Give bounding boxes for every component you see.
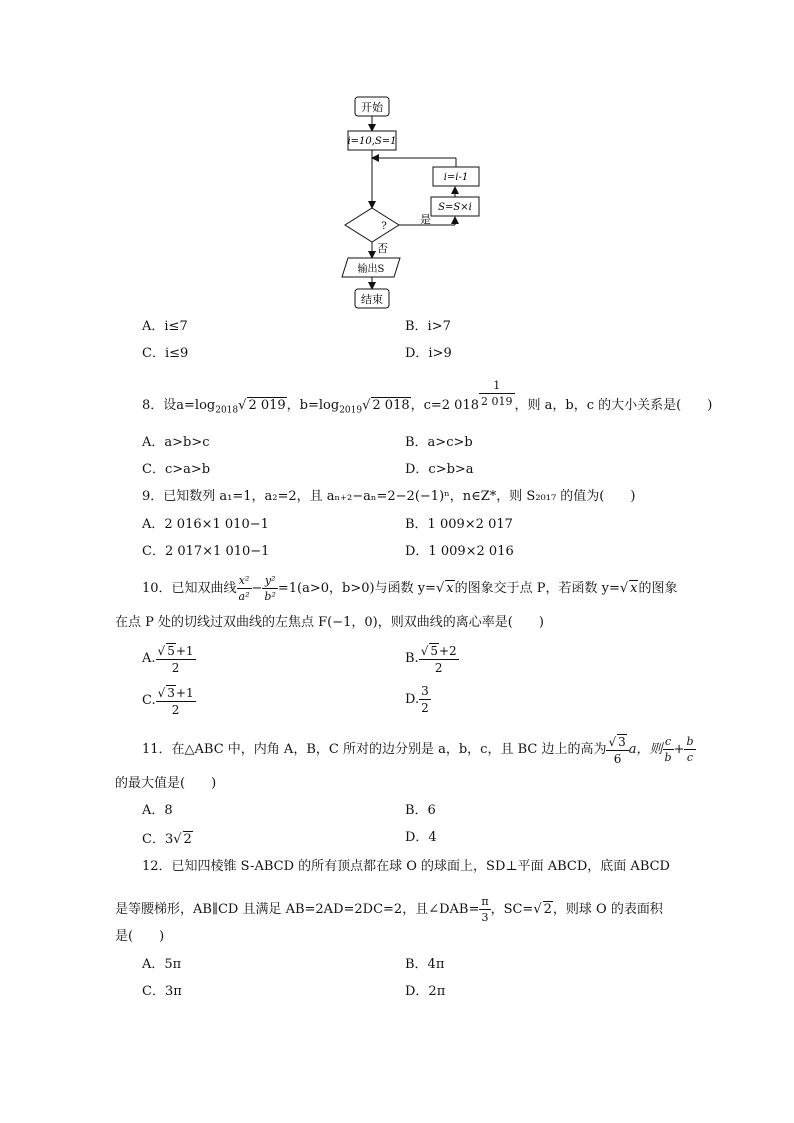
q7-option-b: B．i>7 bbox=[405, 319, 451, 334]
q10-option-d: D. $\frac{3}{2}$ bbox=[405, 684, 429, 715]
q9-option-b: B．1 009×2 017 bbox=[405, 517, 513, 532]
q8-option-b: B．a>c>b bbox=[405, 435, 473, 450]
q7-option-c: C．i≤9 bbox=[142, 346, 189, 361]
q8-option-a: A．a>b>c bbox=[142, 435, 210, 450]
decision-label: ? bbox=[381, 221, 387, 232]
q12-stem-line2: 是等腰梯形，AB∥CD 且满足 AB=2AD=2DC=2，且∠DAB= $\frac{\pi}{3}$ ，SC=√ 2，则球 O 的表面积 bbox=[115, 895, 663, 924]
q12-option-a: A．5π bbox=[142, 957, 182, 972]
q10-stem-line1: 10．已知双曲线 $\frac{\text{x²}}{\text{a²}}$ − $\frac{\text{y²}}{\text{b²}}$ =1(a>0，b>0)与函数 y=√ x的图象交于点 P，若函数 y=√ x的图象 bbox=[142, 574, 678, 603]
q7-option-a: A．i≤7 bbox=[142, 319, 188, 334]
q11-stem-line1: 11．在△ABC 中，内角 A，B，C 所对的边分别是 a，b，c，且 BC 边上的高为 $\frac{√ 3}{6}$ a，则 $\frac{c}{b}$ + $\frac{b}{c}$ bbox=[142, 735, 694, 766]
decision-diamond bbox=[345, 208, 399, 242]
q11-option-a: A．8 bbox=[142, 803, 173, 818]
q10-option-b: B. $\frac{√ 5+2}{2}$ bbox=[405, 644, 457, 675]
q8-stem: 8．设$a=\log_{2018}√$ 2 019，$b=\log_{2019}√$ 2 018，c=2 018 $\frac{1}{2 019}$ ，则 a，b，c 的大小关系是( ) bbox=[142, 379, 713, 416]
q11-option-d: D．4 bbox=[405, 830, 437, 845]
q9-option-d: D．1 009×2 016 bbox=[405, 544, 514, 559]
init-label: i=10,S=1 bbox=[347, 136, 397, 147]
q12-stem-line1: 12．已知四棱锥 S-ABCD 的所有顶点都在球 O 的球面上，SD⊥平面 ABCD，底面 ABCD bbox=[142, 859, 670, 874]
q10-option-a: A. $\frac{√ 5+1}{2}$ bbox=[142, 644, 194, 675]
no-label: 否 bbox=[377, 242, 388, 255]
flowchart bbox=[0, 0, 794, 320]
mult-label: S=S×i bbox=[438, 202, 472, 213]
q10-stem-line2: 在点 P 处的切线过双曲线的左焦点 F(−1，0)，则双曲线的离心率是( ) bbox=[115, 615, 544, 630]
q9-stem: 9．已知数列 a₁=1，a₂=2，且 aₙ₊₂−aₙ=2−2(−1)ⁿ，n∈Z*，则 S₂₀₁₇ 的值为( ) bbox=[142, 489, 636, 504]
q7-option-d: D．i>9 bbox=[405, 346, 452, 361]
q11-option-b: B．6 bbox=[405, 803, 436, 818]
q12-option-d: D．2π bbox=[405, 984, 446, 999]
q12-option-c: C．3π bbox=[142, 984, 182, 999]
q12-stem-line3: 是( ) bbox=[115, 929, 165, 944]
start-label: 开始 bbox=[361, 101, 383, 114]
output-label: 输出S bbox=[357, 264, 385, 275]
q9-option-c: C．2 017×1 010−1 bbox=[142, 544, 270, 559]
q11-option-c: C．3√ 2 bbox=[142, 832, 192, 847]
q10-option-c: C. $\frac{√ 3+1}{2}$ bbox=[142, 686, 194, 717]
q8-option-c: C．c>a>b bbox=[142, 462, 211, 477]
yes-label: 是 bbox=[420, 213, 431, 226]
decr-label: i=i-1 bbox=[443, 172, 469, 183]
q9-option-a: A．2 016×1 010−1 bbox=[142, 517, 269, 532]
q8-option-d: D．c>b>a bbox=[405, 462, 474, 477]
q11-stem-line2: 的最大值是( ) bbox=[115, 776, 217, 791]
q12-option-b: B．4π bbox=[405, 957, 445, 972]
end-label: 结束 bbox=[361, 293, 383, 306]
